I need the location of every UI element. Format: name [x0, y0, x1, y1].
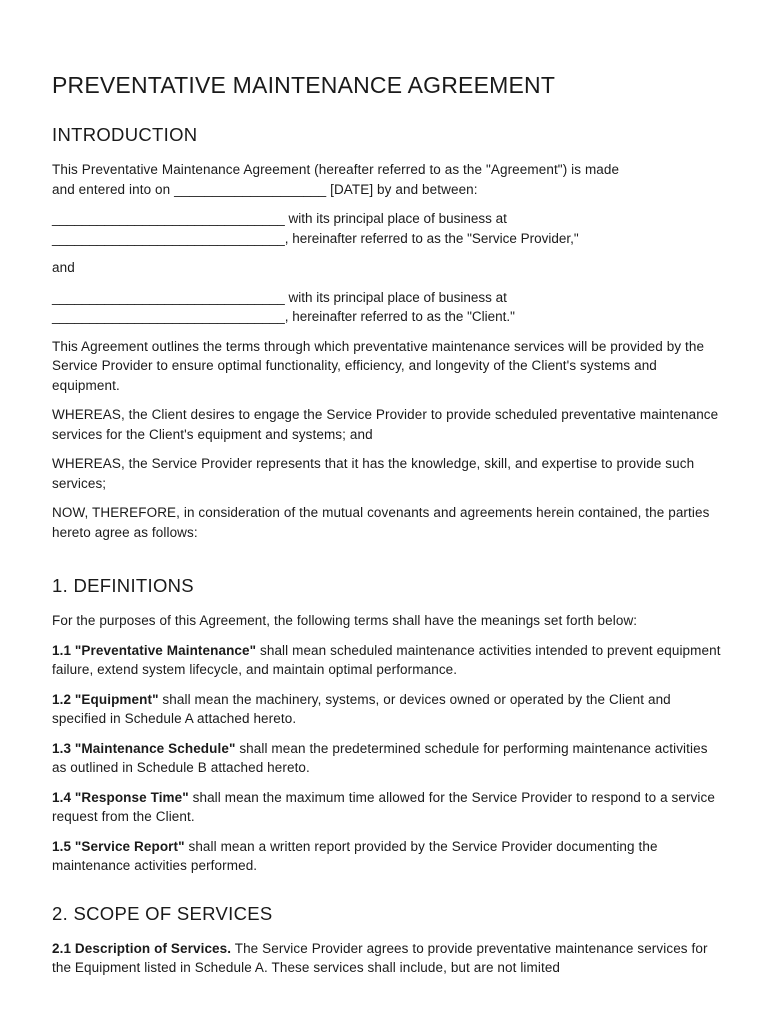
definition-term: 1.3 "Maintenance Schedule"	[52, 740, 236, 756]
provider-line-2: _______________________________, hereinafter referred to as the "Service Provider,"	[52, 230, 579, 246]
whereas-provider-paragraph: WHEREAS, the Service Provider represents that it has the knowledge, skill, and expertise to provide such services;	[52, 456, 695, 491]
definition-text: shall mean the maximum time allowed for the Service Provider to respond to a service request from the Client.	[52, 789, 715, 824]
opening-paragraph	[52, 160, 722, 199]
now-therefore-paragraph: NOW, THEREFORE, in consideration of the mutual covenants and agreements herein contained, the parties hereto agree as follows:	[52, 505, 710, 540]
definition-item	[52, 641, 722, 680]
document-title: PREVENTATIVE MAINTENANCE AGREEMENT	[52, 72, 556, 98]
definitions-heading: 1. DEFINITIONS	[52, 575, 194, 596]
definition-item	[52, 690, 722, 729]
client-line-2: _______________________________, hereinafter referred to as the "Client."	[52, 309, 515, 324]
provider-line-1: _______________________________ with its principal place of business at	[52, 211, 507, 226]
definition-item	[52, 739, 722, 778]
client-line-1: _______________________________ with its principal place of business at	[52, 289, 507, 305]
definition-term: 1.1 "Preventative Maintenance"	[52, 642, 257, 658]
scope-heading: 2. SCOPE OF SERVICES	[52, 902, 273, 924]
definition-text: shall mean the machinery, systems, or devices owned or operated by the Client and specified in Schedule A attached hereto.	[52, 691, 671, 726]
opening-line-2: and entered into on ____________________ [DATE] by and between:	[52, 181, 478, 197]
definitions-intro: For the purposes of this Agreement, the following terms shall have the meanings set forth below:	[52, 613, 638, 628]
definition-item	[52, 788, 722, 827]
client-party	[52, 288, 722, 327]
outline-paragraph: This Agreement outlines the terms through which preventative maintenance services will be provided by the Service Provider to ensure optimal functionality, efficiency, and longevity of the Client's systems and equipment.	[52, 338, 705, 393]
introduction-heading: INTRODUCTION	[52, 124, 198, 145]
definition-term: 1.5 "Service Report"	[52, 838, 185, 854]
definition-text: shall mean scheduled maintenance activities intended to prevent equipment failure, extend system lifecycle, and maintain optimal performance.	[52, 642, 721, 677]
document-page	[52, 70, 722, 978]
definition-text: shall mean a written report provided by the Service Provider documenting the maintenance activities performed.	[52, 838, 658, 873]
service-provider-party	[52, 209, 722, 248]
definition-text: shall mean the predetermined schedule for performing maintenance activities as outlined in Schedule B attached hereto.	[52, 740, 708, 775]
scope-term: 2.1 Description of Services.	[52, 940, 232, 956]
opening-line-1: This Preventative Maintenance Agreement (hereafter referred to as the "Agreement") is made	[52, 162, 620, 177]
definition-item	[52, 837, 722, 876]
definition-term: 1.2 "Equipment"	[52, 691, 159, 707]
scope-text: The Service Provider agrees to provide preventative maintenance services for the Equipment listed in Schedule A. These services shall include, but are not limited	[52, 940, 708, 975]
whereas-client-paragraph: WHEREAS, the Client desires to engage the Service Provider to provide scheduled preventative maintenance services for the Client's equipment and systems; and	[52, 407, 719, 442]
and-connector: and	[52, 260, 75, 275]
definition-term: 1.4 "Response Time"	[52, 789, 189, 805]
scope-item	[52, 939, 722, 978]
